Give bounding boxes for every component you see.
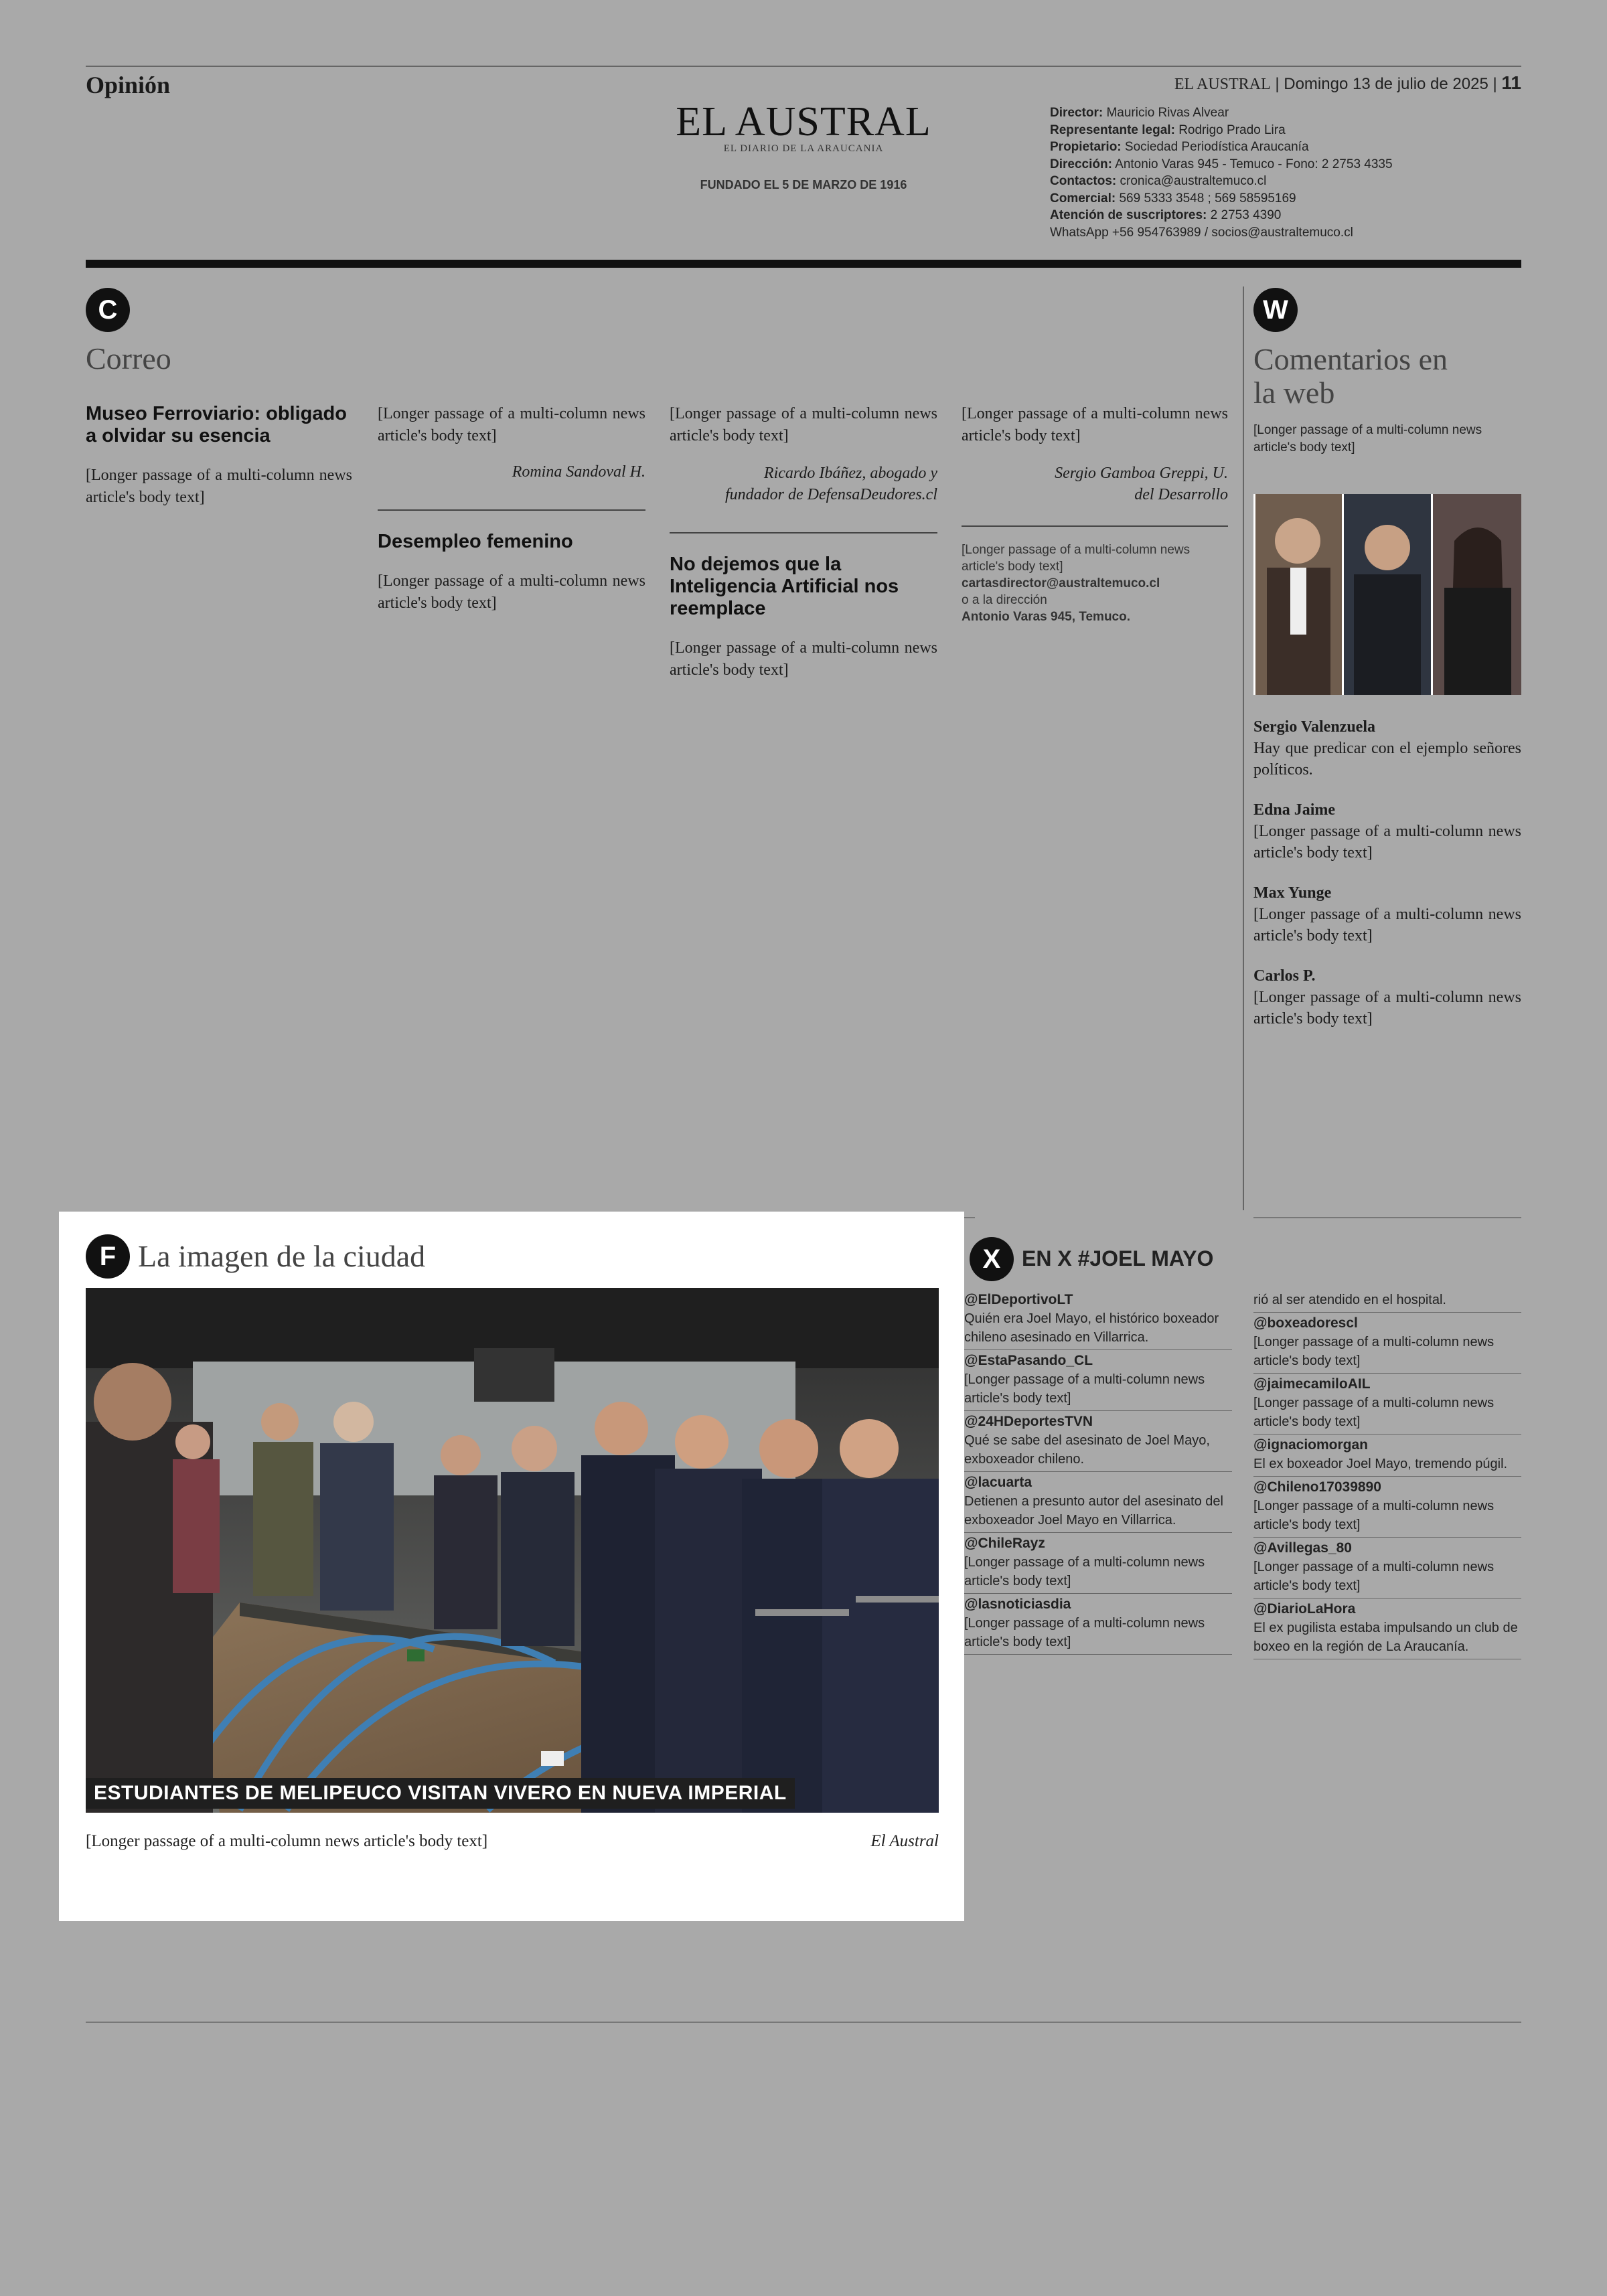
notice-email[interactable]: cartasdirector@australtemuco.cl xyxy=(962,576,1160,590)
imagen-credit: El Austral xyxy=(870,1832,939,1850)
letter3-signature: Sergio Gamboa Greppi, U. del Desarrollo xyxy=(1055,465,1228,503)
tweet xyxy=(964,1289,1232,1350)
tweet-handle[interactable]: @lasnoticiasdia xyxy=(964,1596,1071,1612)
column-4 xyxy=(962,403,1228,625)
correo-icon: C xyxy=(86,288,130,332)
staff-value: 569 5333 3548 ; 569 58595169 xyxy=(1119,191,1296,206)
tweet xyxy=(1253,1374,1521,1434)
staff-value: Mauricio Rivas Alvear xyxy=(1106,106,1229,120)
letter2-body-cont: [Longer passage of a multi-column news article's body text] xyxy=(670,405,937,444)
tweet-handle[interactable]: @Chileno17039890 xyxy=(1253,1479,1381,1495)
tweet-text: Qué se sabe del asesinato de Joel Mayo, exboxeador chileno. xyxy=(964,1433,1210,1467)
comment-text: [Longer passage of a multi-column news article's body text] xyxy=(1253,823,1521,862)
tweet xyxy=(1253,1434,1521,1477)
letter1-body-cont: [Longer passage of a multi-column news article's body text] xyxy=(378,405,645,444)
letters-notice: [Longer passage of a multi-column news article's body text] cartasdirector@australtemuco.cl o a la dirección Antonio Varas 945, Temuco. xyxy=(962,543,1191,624)
imagen-text: [Longer passage of a multi-column news article's body text] El Austral xyxy=(86,1830,939,1852)
tweet-handle[interactable]: @Avillegas_80 xyxy=(1253,1540,1352,1556)
tweet-handle[interactable]: @jaimecamiloAIL xyxy=(1253,1376,1371,1392)
comment-text: [Longer passage of a multi-column news article's body text] xyxy=(1253,906,1521,945)
staff-line xyxy=(1050,139,1393,156)
staff-value: cronica@australtemuco.cl xyxy=(1120,174,1267,188)
tweet-text: El ex boxeador Joel Mayo, tremendo púgil. xyxy=(1253,1457,1508,1471)
staff-line xyxy=(1050,224,1393,242)
column-1 xyxy=(86,403,352,509)
staff-line xyxy=(1050,104,1393,122)
web-intro: [Longer passage of a multi-column news article's body text] xyxy=(1253,423,1482,455)
staff-line xyxy=(1050,156,1393,173)
tweet-handle[interactable]: @boxeadorescl xyxy=(1253,1315,1358,1331)
comment-text: Hay que predicar con el ejemplo señores políticos. xyxy=(1253,740,1521,778)
tweet xyxy=(964,1594,1232,1655)
tweet-text: Quién era Joel Mayo, el histórico boxeador chileno asesinado en Villarrica. xyxy=(964,1311,1219,1345)
tweet xyxy=(964,1533,1232,1594)
tweet-text: [Longer passage of a multi-column news article's body text] xyxy=(1253,1499,1495,1532)
staff-key: Dirección: xyxy=(1050,157,1112,171)
commenter-name: Max Yunge xyxy=(1253,884,1332,902)
staff-key: Contactos: xyxy=(1050,174,1117,188)
founded-note: FUNDADO EL 5 DE MARZO DE 1916 xyxy=(700,178,907,191)
tweet xyxy=(1253,1313,1521,1374)
imagen-title: La imagen de la ciudad xyxy=(138,1239,426,1273)
tweet xyxy=(1253,1477,1521,1538)
tweet-text: [Longer passage of a multi-column news article's body text] xyxy=(1253,1396,1495,1429)
tweet-text: Detienen a presunto autor del asesinato del exboxeador Joel Mayo en Villarrica. xyxy=(964,1494,1223,1528)
letter1-body: [Longer passage of a multi-column news article's body text] xyxy=(86,467,352,506)
commenter-name: Sergio Valenzuela xyxy=(1253,718,1376,736)
staff-line xyxy=(1050,173,1393,190)
tweet-handle[interactable]: @ignaciomorgan xyxy=(1253,1437,1368,1453)
staff-key: Director: xyxy=(1050,106,1103,120)
tweet-handle[interactable]: @EstaPasando_CL xyxy=(964,1353,1093,1368)
staff-key: Comercial: xyxy=(1050,191,1116,206)
tweets-col-2 xyxy=(1253,1289,1521,1659)
tweet xyxy=(1253,1538,1521,1598)
letter2-body: [Longer passage of a multi-column news article's body text] xyxy=(378,572,645,612)
web-photo xyxy=(1253,494,1521,695)
tweet-text: [Longer passage of a multi-column news article's body text] xyxy=(964,1616,1205,1649)
tweet xyxy=(964,1411,1232,1472)
tweet-handle[interactable]: @lacuarta xyxy=(964,1475,1032,1490)
staff-key: Atención de suscriptores: xyxy=(1050,208,1207,222)
tweet-handle[interactable]: @DiarioLaHora xyxy=(1253,1601,1356,1617)
tweet-text: [Longer passage of a multi-column news article's body text] xyxy=(1253,1560,1495,1593)
column-2 xyxy=(378,403,645,615)
page-header: EL AUSTRAL | Domingo 13 de julio de 2025 | 11 xyxy=(1174,72,1521,93)
tweet-handle[interactable]: @ChileRayz xyxy=(964,1536,1045,1551)
tweet-handle[interactable]: @24HDeportesTVN xyxy=(964,1414,1093,1429)
comment-text: [Longer passage of a multi-column news article's body text] xyxy=(1253,989,1521,1028)
tweet xyxy=(964,1472,1232,1533)
letter2-title: Desempleo femenino xyxy=(378,531,573,552)
tweet xyxy=(964,1350,1232,1411)
tweet-text: [Longer passage of a multi-column news article's body text] xyxy=(964,1555,1205,1588)
photo-caption: ESTUDIANTES DE MELIPEUCO VISITAN VIVERO EN NUEVA IMPERIAL xyxy=(86,1778,795,1809)
letter1-title: Museo Ferroviario: obligado a olvidar su esencia xyxy=(86,403,347,446)
tweet-continuation: rió al ser atendido en el hospital. xyxy=(1253,1289,1521,1313)
staff-key: Propietario: xyxy=(1050,140,1122,154)
staff-value: Sociedad Periodística Araucanía xyxy=(1124,140,1309,154)
letter3-body-cont: [Longer passage of a multi-column news article's body text] xyxy=(962,405,1228,444)
commenter-name: Carlos P. xyxy=(1253,967,1316,985)
tweets-col-1 xyxy=(964,1289,1232,1655)
logo: EL AUSTRAL EL DIARIO DE LA ARAUCANIA xyxy=(676,99,931,154)
column-3 xyxy=(670,403,937,682)
web-comments xyxy=(1253,703,1521,1030)
staff-value: WhatsApp +56 954763989 / socios@australtemuco.cl xyxy=(1050,225,1353,240)
staff-line xyxy=(1050,190,1393,208)
web-title: Comentarios en la web xyxy=(1253,342,1448,410)
staff-value: 2 2753 4390 xyxy=(1210,208,1282,222)
staff-line xyxy=(1050,122,1393,139)
letter3-title: No dejemos que la Inteligencia Artificial nos reemplace xyxy=(670,554,899,619)
tweet-text: [Longer passage of a multi-column news article's body text] xyxy=(964,1372,1205,1406)
correo-title: Correo xyxy=(86,341,171,376)
staff-box xyxy=(1050,104,1393,241)
tweet-text: [Longer passage of a multi-column news article's body text] xyxy=(1253,1335,1495,1368)
staff-key: Representante legal: xyxy=(1050,122,1175,137)
tweet-text: El ex pugilista estaba impulsando un club de boxeo en la región de La Araucanía. xyxy=(1253,1621,1518,1654)
letter3-body: [Longer passage of a multi-column news article's body text] xyxy=(670,639,937,679)
section-label: Opinión xyxy=(86,72,171,98)
tweet-handle[interactable]: @ElDeportivoLT xyxy=(964,1292,1073,1307)
letter1-signature: Romina Sandoval H. xyxy=(512,463,645,481)
imagen-icon: F xyxy=(86,1234,130,1279)
commenter-name: Edna Jaime xyxy=(1253,801,1336,819)
staff-line xyxy=(1050,207,1393,224)
x-icon: X xyxy=(970,1237,1014,1281)
staff-value: Antonio Varas 945 - Temuco - Fono: 2 2753 4335 xyxy=(1115,157,1393,171)
web-icon: W xyxy=(1253,288,1298,332)
tweet xyxy=(1253,1598,1521,1659)
letter2-signature: Ricardo Ibáñez, abogado y fundador de DefensaDeudores.cl xyxy=(724,465,937,503)
staff-value: Rodrigo Prado Lira xyxy=(1178,122,1286,137)
x-title: EN X #JOEL MAYO xyxy=(1022,1246,1214,1270)
city-photo xyxy=(86,1288,939,1813)
